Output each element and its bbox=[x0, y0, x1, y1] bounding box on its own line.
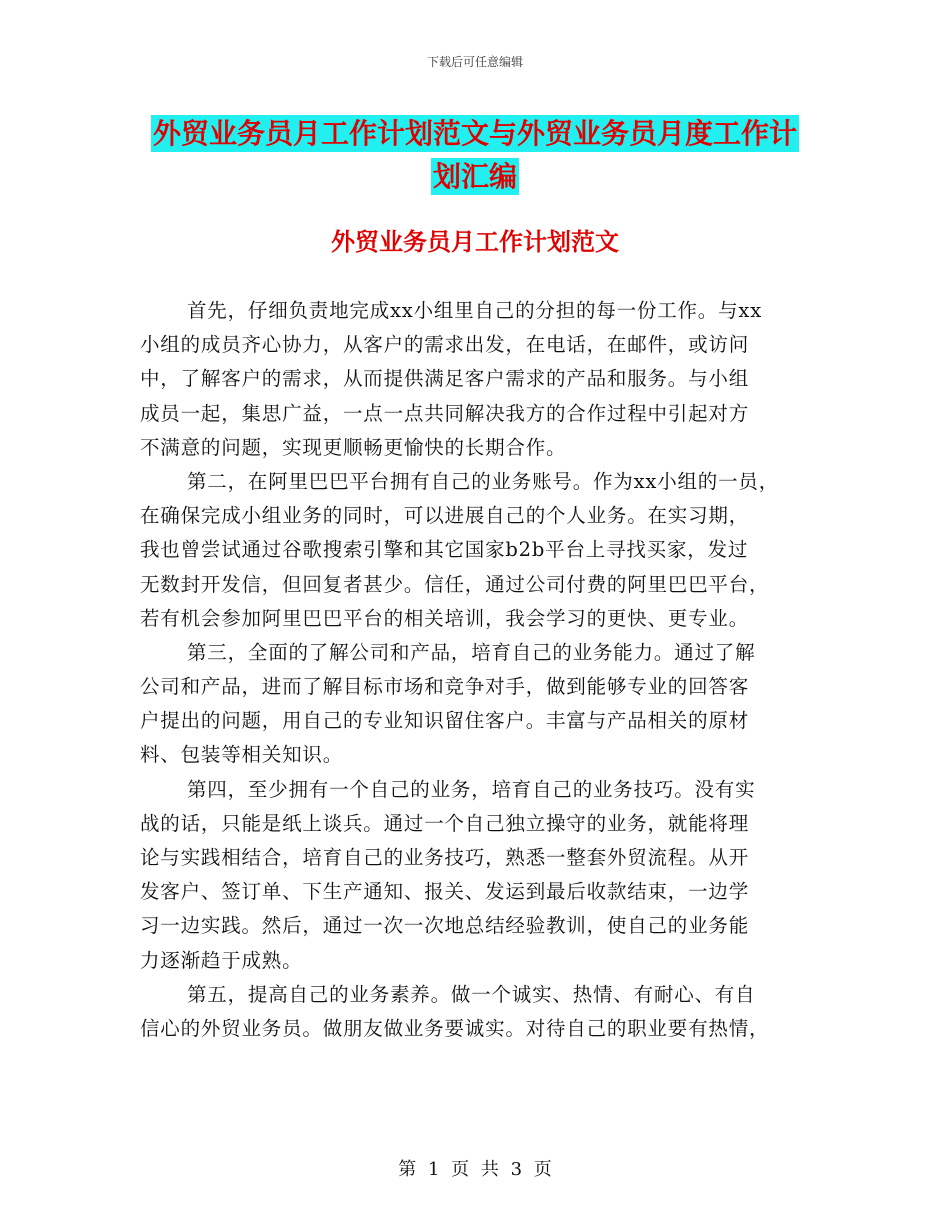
paragraph-line: 小组的成员齐心协力，从客户的需求出发，在电话，在邮件，或访问 bbox=[140, 333, 750, 357]
paragraph-line: 信心的外贸业务员。做朋友做业务要诚实。对待自己的职业要有热情， bbox=[140, 1016, 770, 1040]
paragraph-line: 力逐渐趋于成熟。 bbox=[140, 948, 303, 972]
paragraph-line: 公司和产品，进而了解目标市场和竞争对手，做到能够专业的回答客 bbox=[140, 675, 750, 699]
paragraph-line: 料、包装等相关知识。 bbox=[140, 743, 344, 767]
paragraph-line: 首先，仔细负责地完成xx小组里自己的分担的每一份工作。与xx bbox=[187, 299, 762, 322]
paragraph-line: 若有机会参加阿里巴巴平台的相关培训，我会学习的更快、更专业。 bbox=[140, 606, 750, 630]
paragraph-line: 发客户、签订单、下生产通知、报关、发运到最后收款结束，一边学 bbox=[140, 880, 750, 904]
paragraph-line: 成员一起，集思广益，一点一点共同解决我方的合作过程中引起对方 bbox=[140, 401, 750, 425]
paragraph-line: 户提出的问题，用自己的专业知识留住客户。丰富与产品相关的原材 bbox=[140, 709, 750, 733]
paragraph-line: 第二，在阿里巴巴平台拥有自己的业务账号。作为xx小组的一员， bbox=[187, 469, 779, 493]
page-number-footer: 第 1 页 共 3 页 bbox=[398, 1159, 552, 1180]
paragraph-line: 战的话，只能是纸上谈兵。通过一个自己独立操守的业务，就能将理 bbox=[140, 811, 750, 835]
paragraph-line: 在确保完成小组业务的同时，可以进展自己的个人业务。在实习期， bbox=[140, 504, 750, 528]
header-note: 下载后可任意编辑 bbox=[426, 55, 523, 69]
document-title-line-1 bbox=[0, 112, 950, 152]
paragraph-line: 不满意的问题，实现更顺畅更愉快的长期合作。 bbox=[140, 435, 567, 459]
paragraph-line: 无数封开发信，但回复者甚少。信任，通过公司付费的阿里巴巴平台， bbox=[140, 572, 770, 596]
paragraph-line: 中，了解客户的需求，从而提供满足客户需求的产品和服务。与小组 bbox=[140, 367, 750, 391]
paragraph-line: 第三，全面的了解公司和产品，培育自己的业务能力。通过了解 bbox=[187, 640, 756, 664]
paragraph-line: 论与实践相结合，培育自己的业务技巧，熟悉一整套外贸流程。从开 bbox=[140, 846, 750, 869]
section-heading: 外贸业务员月工作计划范文 bbox=[331, 228, 619, 256]
title-highlight: 外贸业务员月工作计划范文与外贸业务员月度工作计 bbox=[152, 117, 797, 150]
body-text bbox=[140, 294, 820, 1046]
paragraph-line: 第五，提高自己的业务素养。做一个诚实、热情、有耐心、有自 bbox=[187, 982, 756, 1006]
title-highlight: 划汇编 bbox=[432, 160, 517, 193]
document-title-line-2 bbox=[0, 155, 950, 195]
paragraph-line: 我也曾尝试通过谷歌搜索引擎和其它国家b2b平台上寻找买家，发过 bbox=[140, 538, 749, 562]
paragraph-line: 第四，至少拥有一个自己的业务，培育自己的业务技巧。没有实 bbox=[187, 777, 756, 801]
paragraph-line: 习一边实践。然后，通过一次一次地总结经验教训，使自己的业务能 bbox=[140, 914, 750, 938]
